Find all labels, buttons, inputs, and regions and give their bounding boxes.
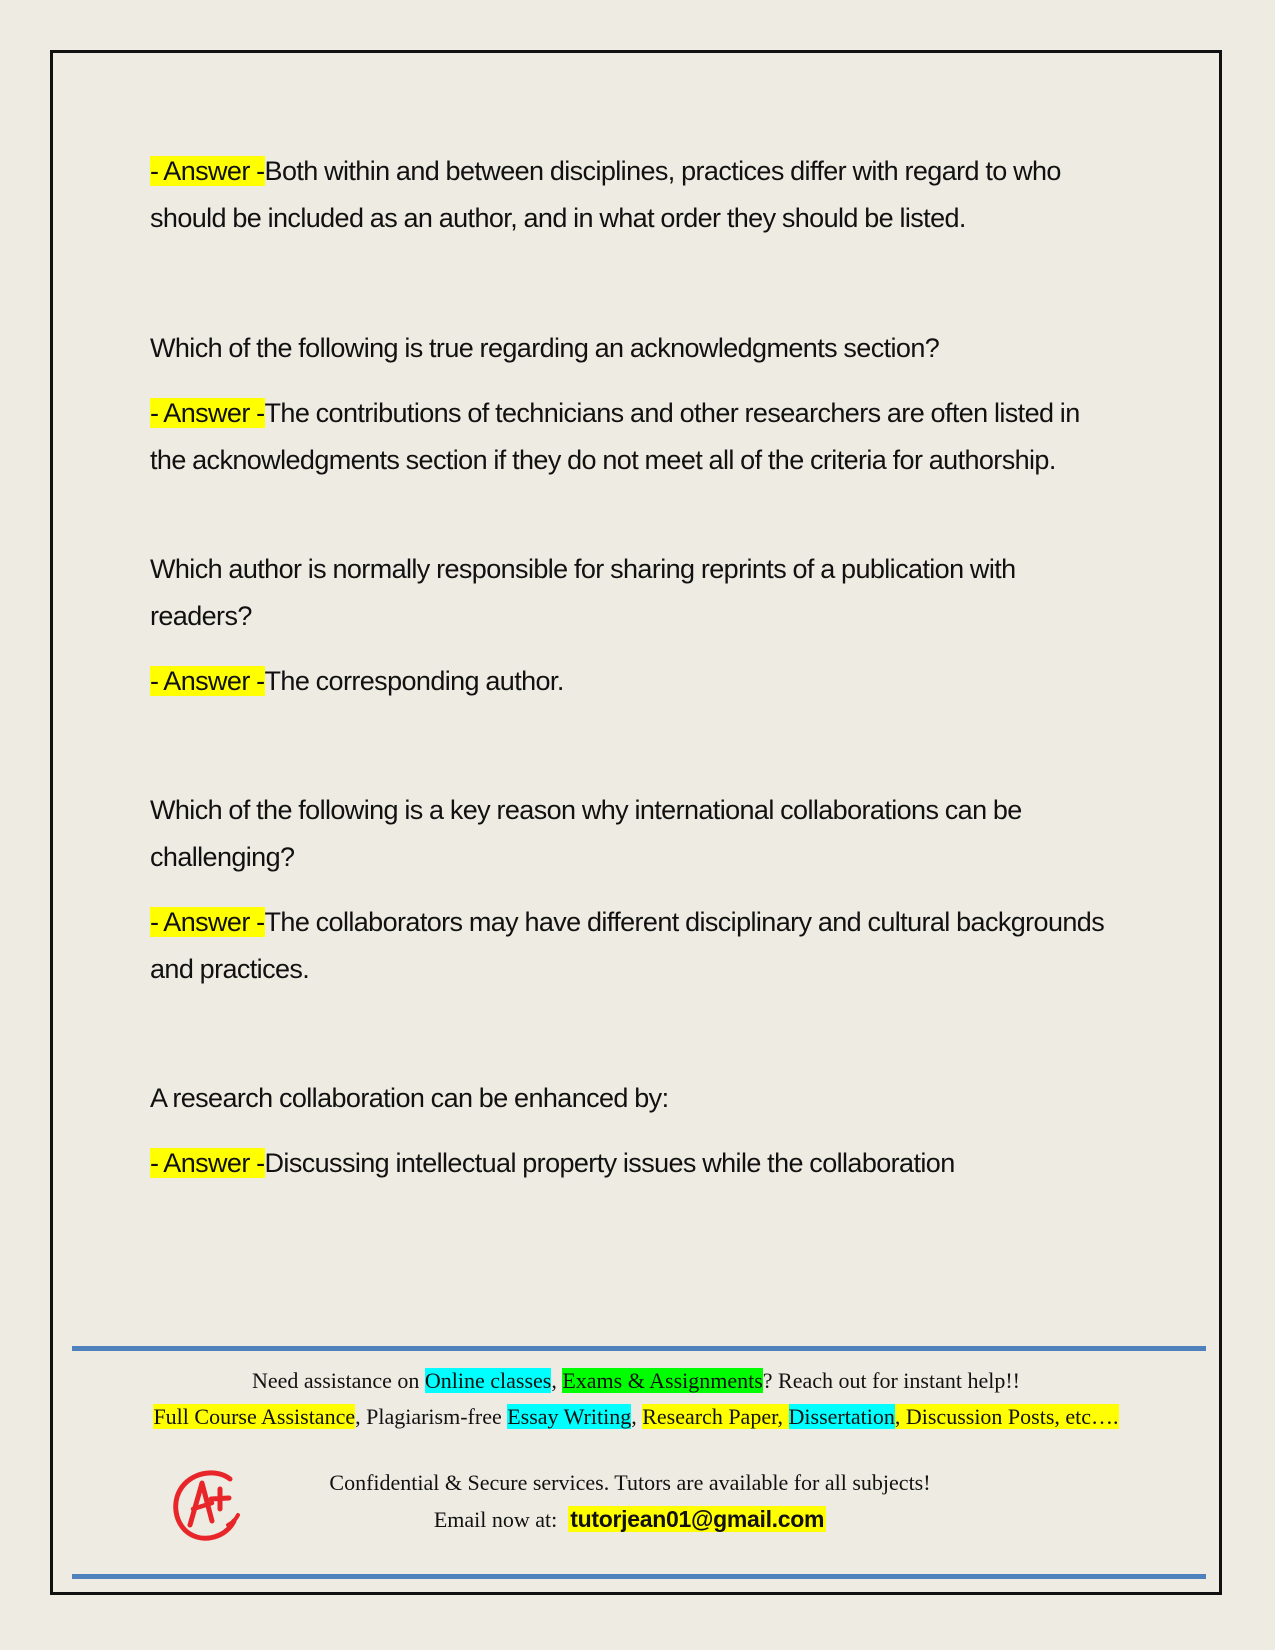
highlight-full-course: Full Course Assistance	[153, 1404, 356, 1429]
answer-paragraph	[150, 148, 1120, 242]
highlight-research-paper: Research Paper,	[642, 1404, 789, 1429]
highlight-discussion-posts: , Discussion Posts, etc….	[894, 1404, 1119, 1429]
footer-text: Need assistance on	[251, 1368, 425, 1393]
question-paragraph: A research collaboration can be enhanced by:	[150, 1083, 669, 1113]
qa-content	[150, 148, 1120, 1187]
highlight-exams-assignments: Exams & Assignments	[562, 1368, 763, 1393]
footer-line-confidential: Confidential & Secure services. Tutors are available for all subjects!	[329, 1470, 931, 1495]
highlight-essay-writing: Essay Writing	[507, 1404, 632, 1429]
highlight-dissertation: Dissertation	[788, 1404, 895, 1429]
answer-tag: - Answer -	[150, 907, 265, 937]
answer-text: The corresponding author.	[264, 666, 564, 696]
footer-line-assistance	[53, 1366, 1219, 1396]
answer-tag: - Answer -	[150, 398, 265, 428]
footer-text: ? Reach out for instant help!!	[762, 1368, 1020, 1393]
answer-paragraph	[150, 899, 1120, 993]
answer-text: Both within and between disciplines, practices differ with regard to who should be included as an author, and in what order they should be listed.	[150, 156, 1061, 233]
footer-separator-bottom	[72, 1574, 1206, 1579]
answer-text: The contributions of technicians and other researchers are often listed in the acknowledgments section if they do not meet all of the criteria for authorship.	[150, 398, 1080, 475]
footer-line-email	[230, 1502, 1030, 1537]
answer-paragraph	[150, 658, 1120, 705]
question-paragraph: Which author is normally responsible for sharing reprints of a publication with readers?	[150, 554, 1016, 631]
answer-paragraph	[150, 390, 1120, 484]
footer-text: , Plagiarism-free	[355, 1404, 508, 1429]
question-paragraph: Which of the following is a key reason why international collaborations can be challenging?	[150, 795, 1022, 872]
footer-line-services	[53, 1402, 1219, 1432]
email-link[interactable]: tutorjean01@gmail.com	[570, 1506, 825, 1532]
answer-tag: - Answer -	[150, 156, 265, 186]
question-paragraph: Which of the following is true regarding an acknowledgments section?	[150, 333, 940, 363]
highlight-online-classes: Online classes	[424, 1368, 552, 1393]
answer-text: The collaborators may have different disciplinary and cultural backgrounds and practices.	[150, 907, 1105, 984]
answer-tag: - Answer -	[150, 1148, 265, 1178]
email-label: Email now at:	[433, 1507, 569, 1532]
footer-text: ,	[631, 1404, 643, 1429]
footer-text: ,	[551, 1368, 563, 1393]
footer-separator-top	[72, 1346, 1206, 1351]
answer-paragraph	[150, 1140, 1120, 1187]
answer-text: Discussing intellectual property issues while the collaboration	[264, 1148, 955, 1178]
answer-tag: - Answer -	[150, 666, 265, 696]
